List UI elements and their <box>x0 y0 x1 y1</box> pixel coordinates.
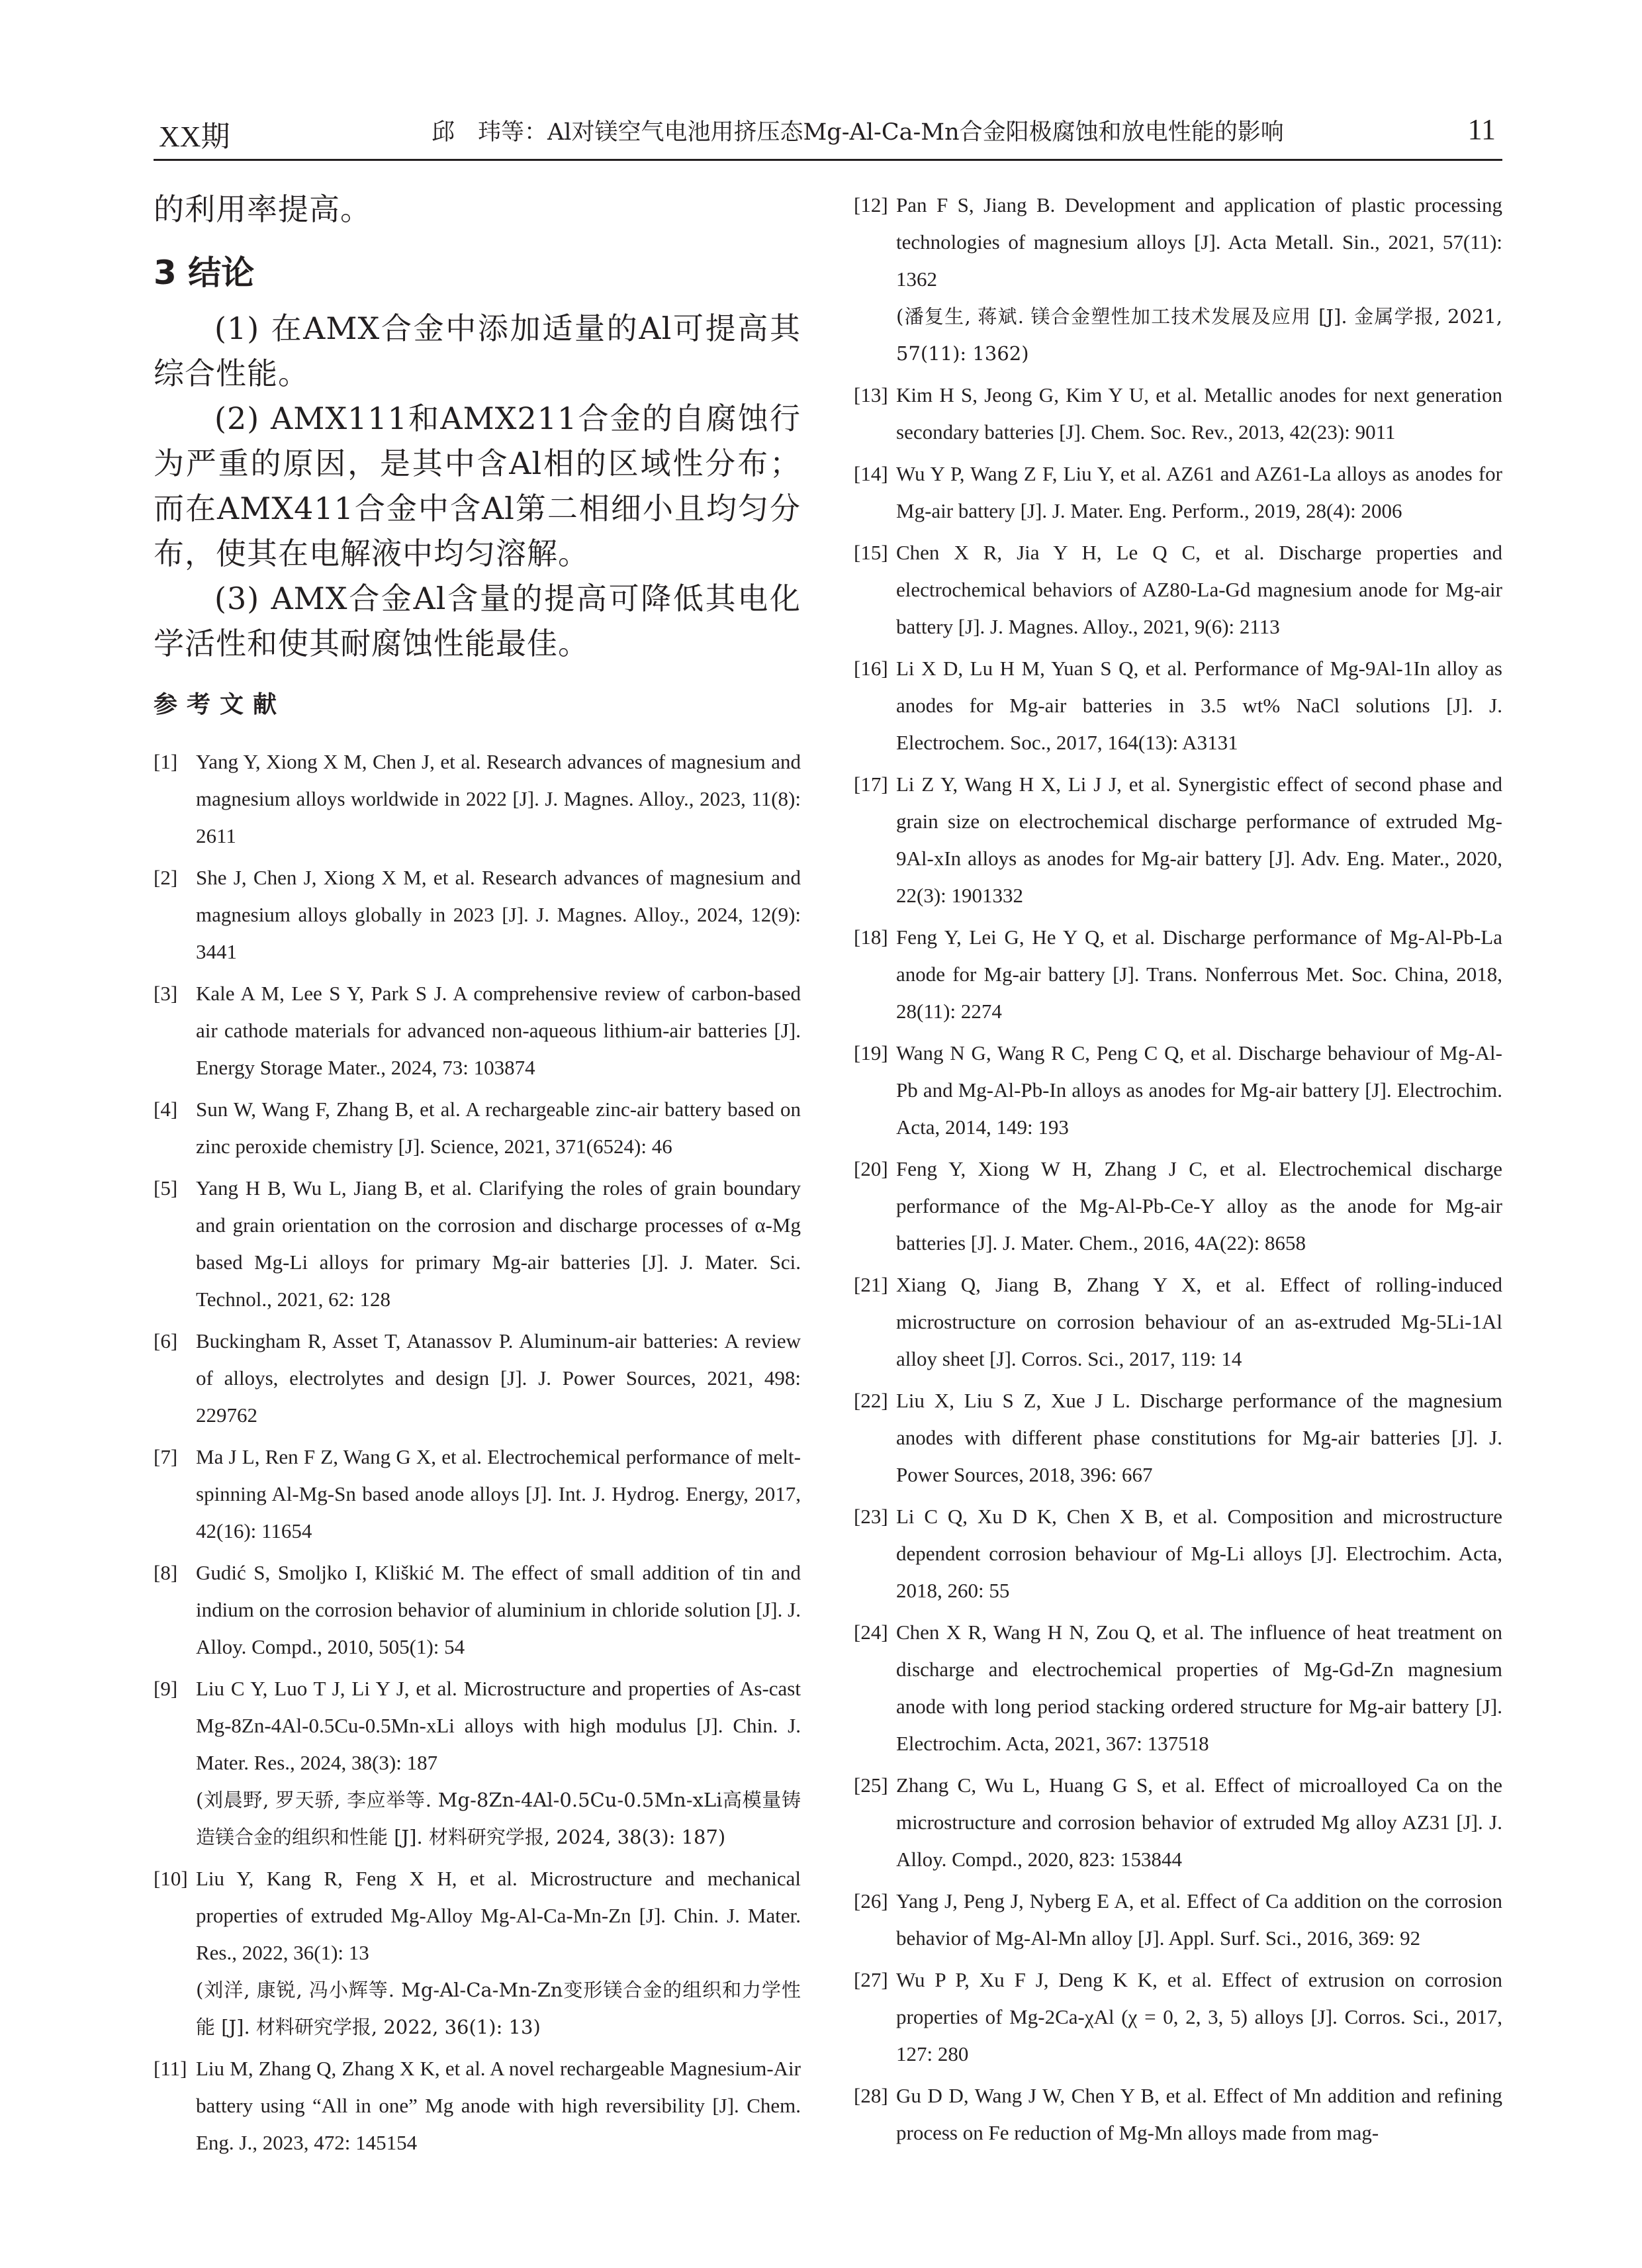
reference-text: Chen X R, Wang H N, Zou Q, et al. The influence of heat treatment on discharge and electrochemical properties of Mg-Gd-Zn magnesium anode with long period stacking ordered structure for Mg-air battery [J]. Electrochim. Acta, 2021, 367: 137518 <box>896 1621 1502 1755</box>
reference-text: Liu X, Liu S Z, Xue J L. Discharge performance of the magnesium anodes with different phase constitutions for Mg-air batteries [J]. J. Power Sources, 2018, 396: 667 <box>896 1389 1502 1486</box>
reference-text: Gu D D, Wang J W, Chen Y B, et al. Effect of Mn addition and refining process on Fe reduction of Mg-Mn alloys made from mag- <box>896 2084 1502 2144</box>
reference-text: Wang N G, Wang R C, Peng C Q, et al. Discharge behaviour of Mg-Al-Pb and Mg-Al-Pb-In alloys as anodes for Mg-air battery [J]. Electrochim. Acta, 2014, 149: 193 <box>896 1041 1502 1139</box>
reference-item <box>854 1498 1502 1609</box>
reference-chinese-text: (潘复生, 蒋斌. 镁合金塑性加工技术发展及应用 [J]. 金属学报, 2021, 57(11): 1362) <box>896 305 1502 365</box>
reference-number: [27] <box>854 1968 888 1991</box>
reference-text: Buckingham R, Asset T, Atanassov P. Aluminum-air batteries: A review of alloys, electrolytes and design [J]. J. Power Sources, 2021, 498: 229762 <box>196 1329 801 1427</box>
reference-item <box>854 455 1502 530</box>
reference-item <box>854 1151 1502 1262</box>
reference-list-left <box>154 743 801 2161</box>
reference-item <box>154 1091 801 1165</box>
reference-item <box>854 1883 1502 1957</box>
reference-item <box>854 534 1502 645</box>
reference-item <box>854 919 1502 1030</box>
reference-text: Chen X R, Jia Y H, Le Q C, et al. Discharge properties and electrochemical behaviors of AZ80-La-Gd magnesium anode for Mg-air battery [J]. J. Magnes. Alloy., 2021, 9(6): 2113 <box>896 541 1502 638</box>
reference-text: Ma J L, Ren F Z, Wang G X, et al. Electrochemical performance of melt-spinning Al-Mg-Sn based anode alloys [J]. Int. J. Hydrog. Energy, 2017, 42(16): 11654 <box>196 1445 801 1542</box>
reference-text: Li Z Y, Wang H X, Li J J, et al. Synergistic effect of second phase and grain size on electrochemical discharge performance of extruded Mg-9Al-xIn alloys as anodes for Mg-air battery [J]. Adv. Eng. Mater., 2020, 22(3): 1901332 <box>896 773 1502 907</box>
reference-number: [3] <box>154 982 178 1005</box>
reference-text: Wu P P, Xu F J, Deng K K, et al. Effect of extrusion on corrosion properties of Mg-2Ca-χAl (χ = 0, 2, 3, 5) alloys [J]. Corros. Sci., 2017, 127: 280 <box>896 1968 1502 2065</box>
reference-item <box>854 1767 1502 1878</box>
reference-number: [7] <box>154 1445 178 1468</box>
reference-number: [5] <box>154 1176 178 1200</box>
reference-number: [4] <box>154 1098 178 1121</box>
reference-item <box>854 1266 1502 1378</box>
reference-number: [13] <box>854 383 888 406</box>
reference-item <box>854 766 1502 914</box>
reference-number: [25] <box>854 1773 888 1797</box>
reference-text: Feng Y, Xiong W H, Zhang J C, et al. Electrochemical discharge performance of the Mg-Al-Pb-Ce-Y alloy as the anode for Mg-air batteries [J]. J. Mater. Chem., 2016, 4A(22): 8658 <box>896 1157 1502 1254</box>
reference-number: [16] <box>854 657 888 680</box>
reference-item <box>154 975 801 1086</box>
reference-item <box>854 1614 1502 1762</box>
reference-number: [6] <box>154 1329 178 1352</box>
conclusion-2: (2) AMX111和AMX211合金的自腐蚀行为严重的原因，是其中含Al相的区域性分布；而在AMX411合金中含Al第二相细小且均匀分布，使其在电解液中均匀溶解。 <box>154 401 801 571</box>
reference-number: [15] <box>854 541 888 564</box>
reference-number: [10] <box>154 1867 188 1890</box>
references-heading: 参考文献 <box>154 691 287 718</box>
reference-text: Feng Y, Lei G, He Y Q, et al. Discharge performance of Mg-Al-Pb-La anode for Mg-air battery [J]. Trans. Nonferrous Met. Soc. China, 2018, 28(11): 2274 <box>896 925 1502 1023</box>
reference-item <box>154 859 801 970</box>
running-header <box>154 110 1502 161</box>
reference-list-right <box>854 187 1502 2151</box>
reference-text: Sun W, Wang F, Zhang B, et al. A rechargeable zinc-air battery based on zinc peroxide chemistry [J]. Science, 2021, 371(6524): 46 <box>196 1098 801 1158</box>
reference-text: She J, Chen J, Xiong X M, et al. Research advances of magnesium and magnesium alloys globally in 2023 [J]. J. Magnes. Alloy., 2024, 12(9): 3441 <box>196 866 801 963</box>
right-column <box>854 187 1502 2156</box>
reference-item <box>854 1961 1502 2073</box>
reference-number: [26] <box>854 1889 888 1913</box>
reference-text: Pan F S, Jiang B. Development and application of plastic processing technologies of magnesium alloys [J]. Acta Metall. Sin., 2021, 57(11): 1362 <box>896 193 1502 291</box>
reference-number: [2] <box>154 866 178 889</box>
reference-text: Liu C Y, Luo T J, Li Y J, et al. Microstructure and properties of As-cast Mg-8Zn-4Al-0.5Cu-0.5Mn-xLi alloys with high modulus [J]. Chin. J. Mater. Res., 2024, 38(3): 187 <box>196 1677 801 1774</box>
reference-item <box>154 1554 801 1666</box>
reference-number: [21] <box>854 1273 888 1296</box>
reference-number: [12] <box>854 193 888 216</box>
reference-number: [28] <box>854 2084 888 2107</box>
reference-item <box>154 1323 801 1434</box>
reference-item <box>854 377 1502 451</box>
reference-text: Li C Q, Xu D K, Chen X B, et al. Composition and microstructure dependent corrosion behaviour of Mg-Li alloys [J]. Electrochim. Acta, 2018, 260: 55 <box>896 1505 1502 1602</box>
reference-item <box>154 1439 801 1550</box>
reference-item <box>854 187 1502 372</box>
conclusion-3: (3) AMX合金Al含量的提高可降低其电化学活性和使其耐腐蚀性能最佳。 <box>154 581 801 661</box>
reference-item <box>154 2050 801 2161</box>
section-heading: 3 结论 <box>154 254 255 292</box>
issue-label: XX期 <box>159 120 230 153</box>
reference-item <box>854 650 1502 761</box>
reference-number: [8] <box>154 1561 178 1584</box>
reference-text: Xiang Q, Jiang B, Zhang Y X, et al. Effect of rolling-induced microstructure on corrosion behaviour of an as-extruded Mg-5Li-1Al alloy sheet [J]. Corros. Sci., 2017, 119: 14 <box>896 1273 1502 1370</box>
reference-chinese-text: (刘洋, 康锐, 冯小辉等. Mg-Al-Ca-Mn-Zn变形镁合金的组织和力学性能 [J]. 材料研究学报, 2022, 36(1): 13) <box>196 1979 801 2038</box>
reference-item <box>154 1670 801 1856</box>
reference-item <box>854 2077 1502 2151</box>
reference-text: Li X D, Lu H M, Yuan S Q, et al. Performance of Mg-9Al-1In alloy as anodes for Mg-air batteries in 3.5 wt% NaCl solutions [J]. J. Electrochem. Soc., 2017, 164(13): A3131 <box>896 657 1502 754</box>
reference-number: [14] <box>854 462 888 485</box>
reference-text: Kale A M, Lee S Y, Park S J. A comprehensive review of carbon-based air cathode materials for advanced non-aqueous lithium-air batteries [J]. Energy Storage Mater., 2024, 73: 103874 <box>196 982 801 1079</box>
reference-text: Wu Y P, Wang Z F, Liu Y, et al. AZ61 and AZ61-La alloys as anodes for Mg-air battery [J]. J. Mater. Eng. Perform., 2019, 28(4): 2006 <box>896 462 1502 522</box>
conclusion-1: (1) 在AMX合金中添加适量的Al可提高其综合性能。 <box>154 310 801 391</box>
reference-item <box>854 1382 1502 1493</box>
reference-text: Kim H S, Jeong G, Kim Y U, et al. Metallic anodes for next generation secondary batteries [J]. Chem. Soc. Rev., 2013, 42(23): 9011 <box>896 383 1502 444</box>
reference-number: [22] <box>854 1389 888 1412</box>
reference-text: Gudić S, Smoljko I, Kliškić M. The effect of small addition of tin and indium on the corrosion behavior of aluminium in chloride solution [J]. J. Alloy. Compd., 2010, 505(1): 54 <box>196 1561 801 1658</box>
reference-number: [19] <box>854 1041 888 1064</box>
reference-text: Yang J, Peng J, Nyberg E A, et al. Effect of Ca addition on the corrosion behavior of Mg-Al-Mn alloy [J]. Appl. Surf. Sci., 2016, 369: 92 <box>896 1889 1502 1950</box>
reference-text: Liu Y, Kang R, Feng X H, et al. Microstructure and mechanical properties of extruded Mg-Alloy Mg-Al-Ca-Mn-Zn [J]. Chin. J. Mater. Res., 2022, 36(1): 13 <box>196 1867 801 1964</box>
reference-text: Yang Y, Xiong X M, Chen J, et al. Research advances of magnesium and magnesium alloys worldwide in 2022 [J]. J. Magnes. Alloy., 2023, 11(8): 2611 <box>196 750 801 847</box>
reference-number: [23] <box>854 1505 888 1528</box>
reference-number: [1] <box>154 750 178 773</box>
reference-number: [9] <box>154 1677 178 1700</box>
reference-number: [24] <box>854 1621 888 1644</box>
running-title: 邱 玮等：Al对镁空气电池用挤压态Mg-Al-Ca-Mn合金阳极腐蚀和放电性能的影响 <box>432 119 1284 146</box>
reference-number: [20] <box>854 1157 888 1180</box>
reference-item <box>154 1860 801 2046</box>
reference-item <box>154 1170 801 1318</box>
reference-text: Zhang C, Wu L, Huang G S, et al. Effect of microalloyed Ca on the microstructure and corrosion behavior of extruded Mg alloy AZ31 [J]. J. Alloy. Compd., 2020, 823: 153844 <box>896 1773 1502 1871</box>
reference-number: [17] <box>854 773 888 796</box>
reference-item <box>154 743 801 855</box>
reference-item <box>854 1035 1502 1146</box>
reference-number: [11] <box>154 2057 187 2080</box>
reference-text: Yang H B, Wu L, Jiang B, et al. Clarifying the roles of grain boundary and grain orientation on the corrosion and discharge processes of α-Mg based Mg-Li alloys for primary Mg-air batteries [J]. J. Mater. Sci. Technol., 2021, 62: 128 <box>196 1176 801 1311</box>
continuation-text: 的利用率提高。 <box>154 191 371 227</box>
page-number: 11 <box>1467 113 1496 146</box>
reference-text: Liu M, Zhang Q, Zhang X K, et al. A novel rechargeable Magnesium-Air battery using “All in one” Mg anode with high reversibility [J]. Chem. Eng. J., 2023, 472: 145154 <box>196 2057 801 2154</box>
reference-number: [18] <box>854 925 888 949</box>
left-column <box>154 187 801 2166</box>
reference-chinese-text: (刘晨野, 罗天骄, 李应举等. Mg-8Zn-4Al-0.5Cu-0.5Mn-xLi高模量铸造镁合金的组织和性能 [J]. 材料研究学报, 2024, 38(3): 187) <box>196 1789 801 1848</box>
